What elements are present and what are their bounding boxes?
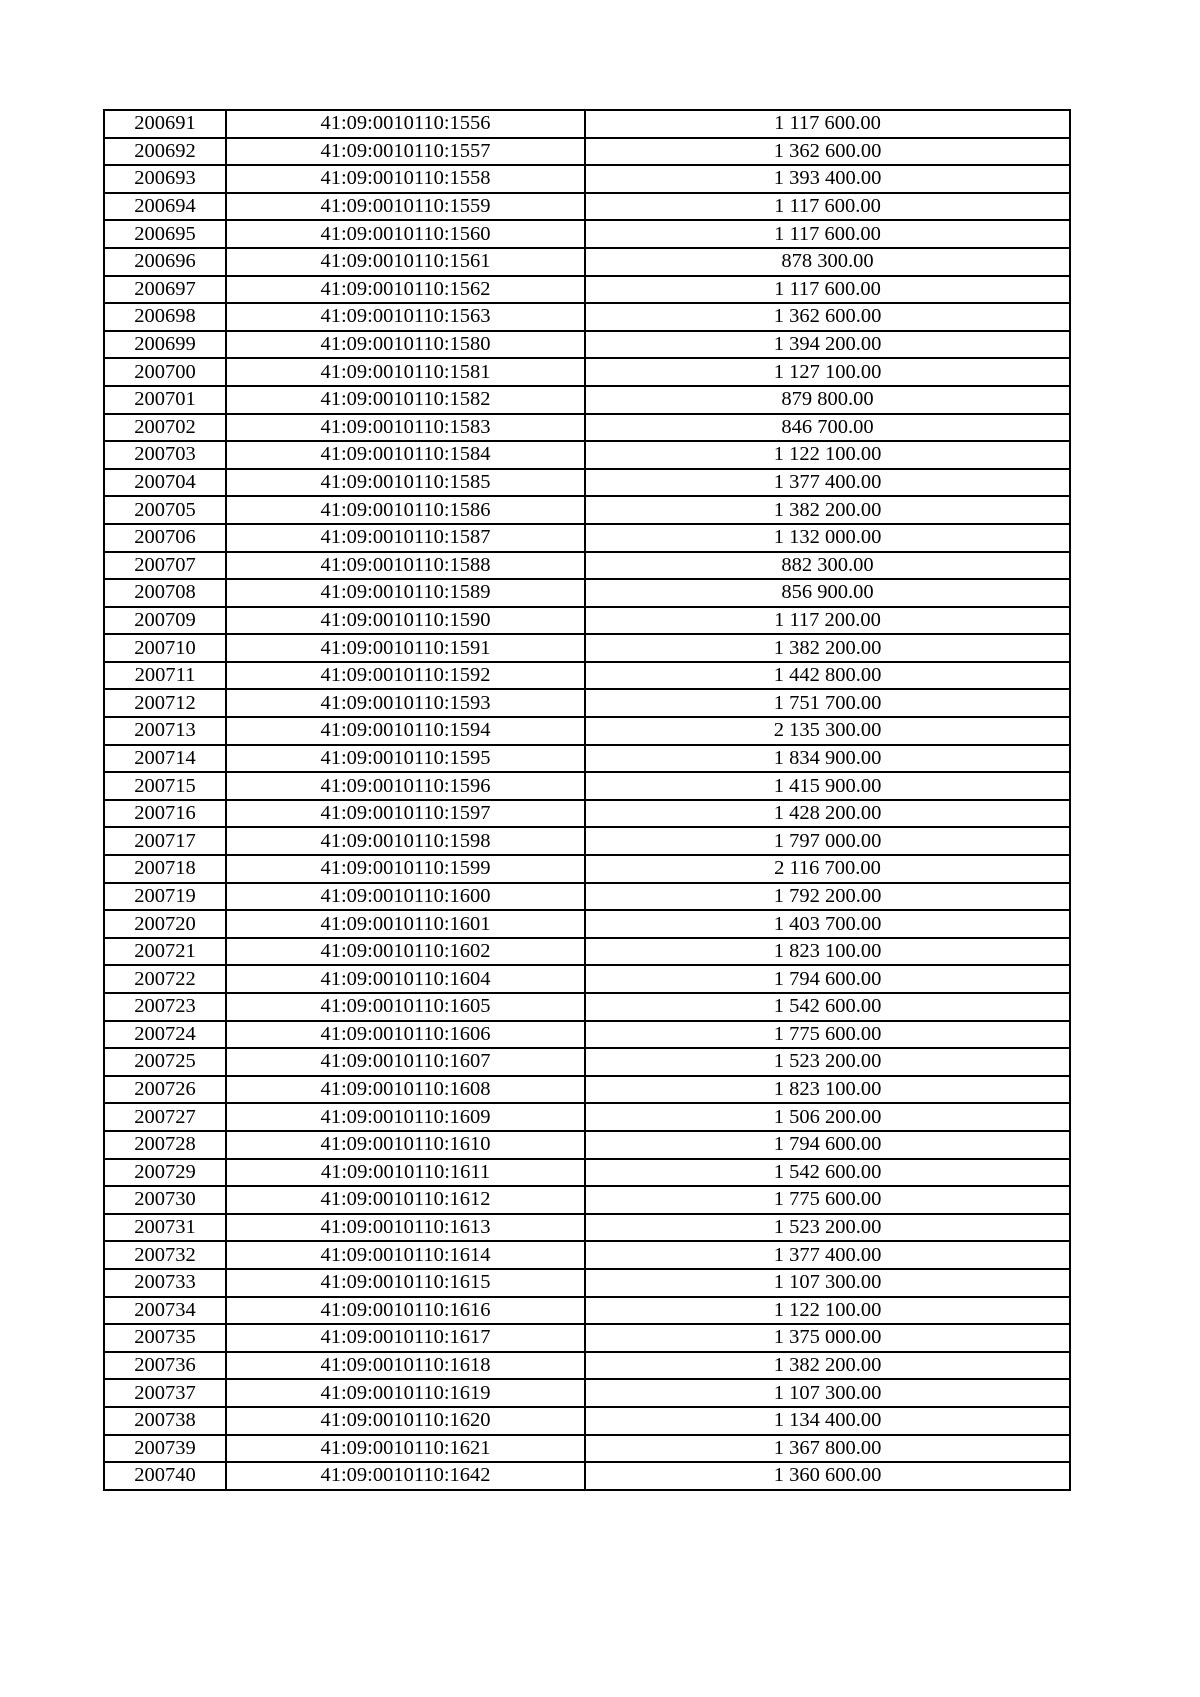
- row-number-cell: 200693: [104, 165, 226, 193]
- cadastral-value-cell: 882 300.00: [585, 552, 1070, 580]
- table-row: [104, 579, 1070, 607]
- cadastral-value-cell: 1 393 400.00: [585, 165, 1070, 193]
- cadastral-value-cell: 1 107 300.00: [585, 1269, 1070, 1297]
- cadastral-number-cell: 41:09:0010110:1602: [226, 938, 585, 966]
- row-number-cell: 200723: [104, 993, 226, 1021]
- table-row: [104, 883, 1070, 911]
- cadastral-value-cell: 1 117 600.00: [585, 110, 1070, 138]
- cadastral-value-cell: 1 375 000.00: [585, 1324, 1070, 1352]
- table-row: [104, 165, 1070, 193]
- cadastral-value-cell: 1 127 100.00: [585, 358, 1070, 386]
- cadastral-value-cell: 1 834 900.00: [585, 745, 1070, 773]
- table-row: [104, 1379, 1070, 1407]
- row-number-cell: 200739: [104, 1435, 226, 1463]
- table-row: [104, 634, 1070, 662]
- cadastral-number-cell: 41:09:0010110:1556: [226, 110, 585, 138]
- table-row: [104, 1462, 1070, 1490]
- cadastral-value-cell: 1 775 600.00: [585, 1021, 1070, 1049]
- cadastral-number-cell: 41:09:0010110:1561: [226, 248, 585, 276]
- cadastral-value-cell: 1 792 200.00: [585, 883, 1070, 911]
- row-number-cell: 200710: [104, 634, 226, 662]
- row-number-cell: 200717: [104, 827, 226, 855]
- cadastral-value-cell: 2 135 300.00: [585, 717, 1070, 745]
- cadastral-number-cell: 41:09:0010110:1598: [226, 827, 585, 855]
- cadastral-number-cell: 41:09:0010110:1559: [226, 193, 585, 221]
- row-number-cell: 200702: [104, 414, 226, 442]
- row-number-cell: 200734: [104, 1297, 226, 1325]
- cadastral-number-cell: 41:09:0010110:1610: [226, 1131, 585, 1159]
- table-row: [104, 303, 1070, 331]
- cadastral-value-cell: 1 122 100.00: [585, 1297, 1070, 1325]
- cadastral-number-cell: 41:09:0010110:1557: [226, 138, 585, 166]
- table-row: [104, 717, 1070, 745]
- table-row: [104, 220, 1070, 248]
- cadastral-number-cell: 41:09:0010110:1597: [226, 800, 585, 828]
- row-number-cell: 200727: [104, 1103, 226, 1131]
- table-row: [104, 524, 1070, 552]
- cadastral-value-cell: 1 362 600.00: [585, 138, 1070, 166]
- cadastral-value-cell: 1 797 000.00: [585, 827, 1070, 855]
- cadastral-number-cell: 41:09:0010110:1605: [226, 993, 585, 1021]
- cadastral-value-cell: 1 542 600.00: [585, 993, 1070, 1021]
- cadastral-value-cell: 1 506 200.00: [585, 1103, 1070, 1131]
- cadastral-number-cell: 41:09:0010110:1617: [226, 1324, 585, 1352]
- cadastral-number-cell: 41:09:0010110:1560: [226, 220, 585, 248]
- row-number-cell: 200718: [104, 855, 226, 883]
- cadastral-value-cell: 1 542 600.00: [585, 1159, 1070, 1187]
- row-number-cell: 200729: [104, 1159, 226, 1187]
- row-number-cell: 200714: [104, 745, 226, 773]
- table-body: [104, 110, 1070, 1490]
- row-number-cell: 200733: [104, 1269, 226, 1297]
- cadastral-number-cell: 41:09:0010110:1562: [226, 276, 585, 304]
- cadastral-number-cell: 41:09:0010110:1609: [226, 1103, 585, 1131]
- table-row: [104, 331, 1070, 359]
- row-number-cell: 200719: [104, 883, 226, 911]
- cadastral-value-cell: 1 394 200.00: [585, 331, 1070, 359]
- table-row: [104, 469, 1070, 497]
- row-number-cell: 200732: [104, 1241, 226, 1269]
- row-number-cell: 200698: [104, 303, 226, 331]
- table-row: [104, 496, 1070, 524]
- table-row: [104, 662, 1070, 690]
- table-row: [104, 938, 1070, 966]
- cadastral-number-cell: 41:09:0010110:1582: [226, 386, 585, 414]
- cadastral-value-cell: 1 823 100.00: [585, 938, 1070, 966]
- table-row: [104, 689, 1070, 717]
- row-number-cell: 200721: [104, 938, 226, 966]
- row-number-cell: 200730: [104, 1186, 226, 1214]
- row-number-cell: 200725: [104, 1048, 226, 1076]
- cadastral-value-cell: 846 700.00: [585, 414, 1070, 442]
- cadastral-value-cell: 879 800.00: [585, 386, 1070, 414]
- cadastral-number-cell: 41:09:0010110:1584: [226, 441, 585, 469]
- row-number-cell: 200697: [104, 276, 226, 304]
- table-row: [104, 552, 1070, 580]
- cadastral-value-cell: 1 415 900.00: [585, 772, 1070, 800]
- table-row: [104, 607, 1070, 635]
- cadastral-number-cell: 41:09:0010110:1589: [226, 579, 585, 607]
- cadastral-number-cell: 41:09:0010110:1618: [226, 1352, 585, 1380]
- cadastral-number-cell: 41:09:0010110:1583: [226, 414, 585, 442]
- row-number-cell: 200705: [104, 496, 226, 524]
- row-number-cell: 200731: [104, 1214, 226, 1242]
- table-row: [104, 110, 1070, 138]
- cadastral-number-cell: 41:09:0010110:1604: [226, 965, 585, 993]
- cadastral-value-cell: 2 116 700.00: [585, 855, 1070, 883]
- table-row: [104, 248, 1070, 276]
- table-row: [104, 855, 1070, 883]
- row-number-cell: 200701: [104, 386, 226, 414]
- table-row: [104, 745, 1070, 773]
- row-number-cell: 200736: [104, 1352, 226, 1380]
- table-row: [104, 1324, 1070, 1352]
- row-number-cell: 200715: [104, 772, 226, 800]
- table-row: [104, 358, 1070, 386]
- cadastral-number-cell: 41:09:0010110:1585: [226, 469, 585, 497]
- row-number-cell: 200738: [104, 1407, 226, 1435]
- cadastral-number-cell: 41:09:0010110:1588: [226, 552, 585, 580]
- row-number-cell: 200720: [104, 910, 226, 938]
- cadastral-value-cell: 1 794 600.00: [585, 1131, 1070, 1159]
- row-number-cell: 200735: [104, 1324, 226, 1352]
- table-row: [104, 1435, 1070, 1463]
- cadastral-number-cell: 41:09:0010110:1596: [226, 772, 585, 800]
- cadastral-value-cell: 1 382 200.00: [585, 634, 1070, 662]
- cadastral-number-cell: 41:09:0010110:1599: [226, 855, 585, 883]
- cadastral-value-cell: 1 117 200.00: [585, 607, 1070, 635]
- cadastral-number-cell: 41:09:0010110:1586: [226, 496, 585, 524]
- table-row: [104, 386, 1070, 414]
- table-row: [104, 1103, 1070, 1131]
- table-row: [104, 1048, 1070, 1076]
- row-number-cell: 200713: [104, 717, 226, 745]
- cadastral-value-cell: 1 403 700.00: [585, 910, 1070, 938]
- row-number-cell: 200703: [104, 441, 226, 469]
- cadastral-value-table: [103, 109, 1071, 1491]
- cadastral-number-cell: 41:09:0010110:1608: [226, 1076, 585, 1104]
- row-number-cell: 200707: [104, 552, 226, 580]
- row-number-cell: 200716: [104, 800, 226, 828]
- table-row: [104, 827, 1070, 855]
- cadastral-value-cell: 1 377 400.00: [585, 469, 1070, 497]
- table-row: [104, 993, 1070, 1021]
- row-number-cell: 200740: [104, 1462, 226, 1490]
- cadastral-number-cell: 41:09:0010110:1581: [226, 358, 585, 386]
- row-number-cell: 200708: [104, 579, 226, 607]
- cadastral-number-cell: 41:09:0010110:1607: [226, 1048, 585, 1076]
- table-row: [104, 414, 1070, 442]
- cadastral-number-cell: 41:09:0010110:1615: [226, 1269, 585, 1297]
- table-row: [104, 1159, 1070, 1187]
- cadastral-number-cell: 41:09:0010110:1591: [226, 634, 585, 662]
- table-row: [104, 1241, 1070, 1269]
- row-number-cell: 200711: [104, 662, 226, 690]
- table-row: [104, 772, 1070, 800]
- row-number-cell: 200695: [104, 220, 226, 248]
- cadastral-value-cell: 1 117 600.00: [585, 193, 1070, 221]
- cadastral-value-cell: 1 122 100.00: [585, 441, 1070, 469]
- table-row: [104, 193, 1070, 221]
- table-row: [104, 800, 1070, 828]
- table-row: [104, 1131, 1070, 1159]
- cadastral-number-cell: 41:09:0010110:1592: [226, 662, 585, 690]
- cadastral-number-cell: 41:09:0010110:1558: [226, 165, 585, 193]
- row-number-cell: 200700: [104, 358, 226, 386]
- cadastral-number-cell: 41:09:0010110:1595: [226, 745, 585, 773]
- table-row: [104, 1407, 1070, 1435]
- cadastral-value-cell: 1 117 600.00: [585, 220, 1070, 248]
- row-number-cell: 200692: [104, 138, 226, 166]
- row-number-cell: 200691: [104, 110, 226, 138]
- cadastral-value-cell: 1 523 200.00: [585, 1214, 1070, 1242]
- row-number-cell: 200694: [104, 193, 226, 221]
- cadastral-value-cell: 1 360 600.00: [585, 1462, 1070, 1490]
- row-number-cell: 200699: [104, 331, 226, 359]
- cadastral-number-cell: 41:09:0010110:1616: [226, 1297, 585, 1325]
- cadastral-number-cell: 41:09:0010110:1620: [226, 1407, 585, 1435]
- cadastral-number-cell: 41:09:0010110:1580: [226, 331, 585, 359]
- table-row: [104, 1352, 1070, 1380]
- cadastral-number-cell: 41:09:0010110:1593: [226, 689, 585, 717]
- cadastral-value-cell: 1 134 400.00: [585, 1407, 1070, 1435]
- table-row: [104, 276, 1070, 304]
- cadastral-number-cell: 41:09:0010110:1587: [226, 524, 585, 552]
- row-number-cell: 200724: [104, 1021, 226, 1049]
- cadastral-number-cell: 41:09:0010110:1601: [226, 910, 585, 938]
- table-row: [104, 1186, 1070, 1214]
- cadastral-number-cell: 41:09:0010110:1621: [226, 1435, 585, 1463]
- cadastral-value-cell: 856 900.00: [585, 579, 1070, 607]
- cadastral-number-cell: 41:09:0010110:1606: [226, 1021, 585, 1049]
- cadastral-number-cell: 41:09:0010110:1590: [226, 607, 585, 635]
- cadastral-value-cell: 1 382 200.00: [585, 496, 1070, 524]
- table-row: [104, 1214, 1070, 1242]
- cadastral-value-cell: 1 442 800.00: [585, 662, 1070, 690]
- cadastral-number-cell: 41:09:0010110:1642: [226, 1462, 585, 1490]
- cadastral-number-cell: 41:09:0010110:1600: [226, 883, 585, 911]
- cadastral-value-cell: 1 751 700.00: [585, 689, 1070, 717]
- table-row: [104, 1297, 1070, 1325]
- row-number-cell: 200722: [104, 965, 226, 993]
- table-row: [104, 138, 1070, 166]
- cadastral-number-cell: 41:09:0010110:1611: [226, 1159, 585, 1187]
- row-number-cell: 200704: [104, 469, 226, 497]
- row-number-cell: 200706: [104, 524, 226, 552]
- cadastral-value-cell: 878 300.00: [585, 248, 1070, 276]
- cadastral-value-cell: 1 107 300.00: [585, 1379, 1070, 1407]
- row-number-cell: 200726: [104, 1076, 226, 1104]
- row-number-cell: 200737: [104, 1379, 226, 1407]
- table-row: [104, 965, 1070, 993]
- cadastral-value-cell: 1 362 600.00: [585, 303, 1070, 331]
- cadastral-number-cell: 41:09:0010110:1612: [226, 1186, 585, 1214]
- table-row: [104, 1021, 1070, 1049]
- table-row: [104, 1076, 1070, 1104]
- table-row: [104, 910, 1070, 938]
- cadastral-value-cell: 1 428 200.00: [585, 800, 1070, 828]
- row-number-cell: 200728: [104, 1131, 226, 1159]
- cadastral-value-cell: 1 132 000.00: [585, 524, 1070, 552]
- cadastral-value-cell: 1 794 600.00: [585, 965, 1070, 993]
- row-number-cell: 200696: [104, 248, 226, 276]
- cadastral-value-cell: 1 377 400.00: [585, 1241, 1070, 1269]
- table-row: [104, 441, 1070, 469]
- row-number-cell: 200712: [104, 689, 226, 717]
- cadastral-value-cell: 1 823 100.00: [585, 1076, 1070, 1104]
- table-row: [104, 1269, 1070, 1297]
- cadastral-number-cell: 41:09:0010110:1563: [226, 303, 585, 331]
- cadastral-number-cell: 41:09:0010110:1614: [226, 1241, 585, 1269]
- cadastral-number-cell: 41:09:0010110:1619: [226, 1379, 585, 1407]
- cadastral-value-cell: 1 382 200.00: [585, 1352, 1070, 1380]
- cadastral-number-cell: 41:09:0010110:1594: [226, 717, 585, 745]
- cadastral-value-cell: 1 775 600.00: [585, 1186, 1070, 1214]
- cadastral-number-cell: 41:09:0010110:1613: [226, 1214, 585, 1242]
- cadastral-value-cell: 1 117 600.00: [585, 276, 1070, 304]
- cadastral-value-cell: 1 523 200.00: [585, 1048, 1070, 1076]
- cadastral-value-cell: 1 367 800.00: [585, 1435, 1070, 1463]
- row-number-cell: 200709: [104, 607, 226, 635]
